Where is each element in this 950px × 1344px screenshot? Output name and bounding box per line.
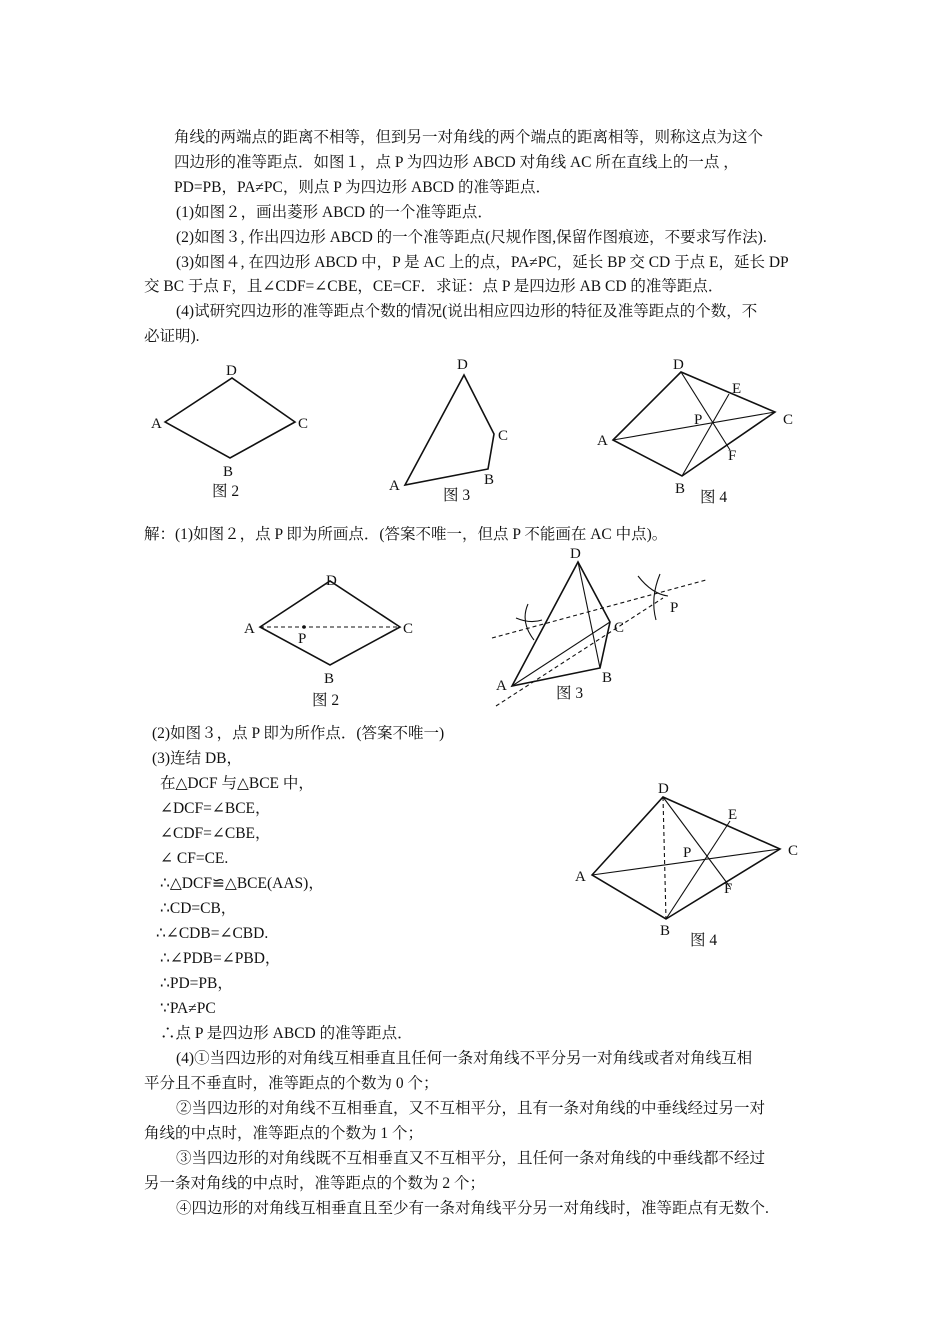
vertex-label-b: B — [484, 472, 495, 488]
construction-arc-left-2 — [516, 618, 542, 622]
question-3-line-2: 交 BC 于点 F，且∠CDF=∠CBE，CE=CF．求证：点 P 是四边形 AB CD 的准等距点． — [144, 278, 724, 295]
vertex-label-d: D — [673, 357, 684, 373]
part-4-line-4: 角线的中点时，准等距点的个数为 1 个； — [144, 1125, 424, 1142]
proof-line-9: ∴∠PDB=∠PBD， — [160, 950, 281, 967]
question-1: (1)如图２，画出菱形 ABCD 的一个准等距点． — [176, 204, 493, 221]
part-4-line-2: 平分且不垂直时，准等距点的个数为 0 个； — [144, 1075, 439, 1092]
vertex-label-c: C — [498, 428, 509, 444]
intro-line-3: PD=PB，PA≠PC，则点 P 为四边形 ABCD 的准等距点． — [174, 179, 551, 196]
proof-line-3: ∠DCF=∠BCE， — [160, 800, 271, 817]
vertex-label-a: A — [496, 678, 507, 694]
line-df — [663, 797, 730, 887]
vertex-label-b: B — [324, 671, 335, 687]
part-4-line-5: ③当四边形的对角线既不互相垂直又不互相平分，且任何一条对角线的中垂线都不经过 — [176, 1150, 766, 1167]
question-4-line-2: 必证明). — [144, 328, 200, 345]
solution-figure-2-rhombus — [238, 565, 428, 715]
solution-figure-4-quadrilateral — [570, 775, 810, 955]
rhombus-outline — [165, 378, 295, 458]
vertex-label-c: C — [298, 416, 309, 432]
proof-line-6: ∴△DCF≌△BCE(AAS)， — [160, 875, 324, 892]
figure-3-quadrilateral — [385, 352, 535, 512]
solution-figure-3-construction — [488, 540, 713, 710]
point-label-f: F — [724, 881, 733, 897]
proof-line-5: ∠ CF=CE. — [160, 850, 229, 867]
vertex-label-c: C — [614, 620, 625, 636]
part-4-line-1: (4)①当四边形的对角线互相垂直且任何一条对角线不平分另一对角线或者对角线互相 — [176, 1050, 753, 1067]
line-be — [682, 394, 729, 476]
solution-part-2: (2)如图３，点 P 即为所作点．(答案不唯一) — [152, 725, 445, 742]
intro-line-1: 角线的两端点的距离不相等，但到另一对角线的两个端点的距离相等，则称这点为这个 — [174, 129, 764, 146]
vertex-label-c: C — [403, 621, 414, 637]
line-be — [666, 821, 733, 919]
point-label-p: P — [694, 412, 703, 428]
vertex-label-d: D — [326, 573, 337, 589]
point-label-p: P — [670, 600, 679, 616]
vertex-label-a: A — [151, 416, 162, 432]
point-label-f: F — [728, 448, 737, 464]
proof-line-2: 在△DCF 与△BCE 中， — [160, 775, 314, 792]
vertex-label-c: C — [788, 843, 799, 859]
figure-caption: 图 2 — [212, 483, 240, 500]
vertex-label-b: B — [660, 923, 671, 939]
vertex-label-b: B — [602, 670, 613, 686]
question-4-line-1: (4)试研究四边形的准等距点个数的情况(说出相应四边形的特征及准等距点的个数，不 — [176, 303, 758, 320]
figure-caption: 图 4 — [690, 932, 718, 949]
part-4-line-3: ②当四边形的对角线不互相垂直，又不互相平分，且有一条对角线的中垂线经过另一对 — [176, 1100, 766, 1117]
point-label-e: E — [732, 381, 742, 397]
question-3-line-1: (3)如图４, 在四边形 ABCD 中，P 是 AC 上的点，PA≠PC，延长 BP 交 CD 于点 E，延长 DP — [176, 254, 789, 271]
rhombus-outline — [260, 581, 400, 665]
vertex-label-a: A — [597, 433, 608, 449]
solution-part-1: 解：(1)如图２，点 P 即为所画点．(答案不唯一，但点 P 不能画在 AC 中点)。 — [144, 526, 668, 543]
figure-caption: 图 4 — [700, 489, 728, 506]
vertex-label-c: C — [783, 412, 794, 428]
quadrilateral-outline — [405, 375, 494, 485]
figure-caption: 图 2 — [312, 692, 340, 709]
vertex-label-d: D — [457, 357, 468, 373]
figure-caption: 图 3 — [556, 685, 584, 702]
point-label-e: E — [728, 807, 738, 823]
part-4-line-6: 另一条对角线的中点时，准等距点的个数为 2 个； — [144, 1175, 486, 1192]
proof-line-12: ∴点 P 是四边形 ABCD 的准等距点． — [160, 1025, 413, 1042]
vertex-label-d: D — [658, 781, 669, 797]
vertex-label-d: D — [226, 363, 237, 379]
figure-caption: 图 3 — [443, 487, 471, 504]
part-4-line-7: ④四边形的对角线互相垂直且至少有一条对角线平分另一对角线时，准等距点有无数个. — [176, 1200, 769, 1217]
line-df — [681, 372, 730, 450]
segment-db-dashed — [663, 797, 666, 919]
vertex-label-a: A — [389, 478, 400, 494]
vertex-label-a: A — [575, 869, 586, 885]
proof-line-11: ∵PA≠PC — [160, 1000, 216, 1017]
point-label-p: P — [683, 845, 692, 861]
quadrilateral-outline — [512, 562, 613, 686]
vertex-label-b: B — [675, 481, 686, 497]
intro-line-2: 四边形的准等距点．如图１，点 P 为四边形 ABCD 对角线 AC 所在直线上的一点 ， — [174, 154, 739, 171]
vertex-label-b: B — [223, 464, 234, 480]
vertex-label-a: A — [244, 621, 255, 637]
proof-line-7: ∴CD=CB， — [160, 900, 237, 917]
question-2: (2)如图３, 作出四边形 ABCD 的一个准等距点(尺规作图,保留作图痕迹，不要求写作法). — [176, 229, 767, 246]
proof-line-8: ∴∠CDB=∠CBD. — [156, 925, 269, 942]
diagonal-bd — [578, 562, 600, 668]
figure-2-rhombus — [140, 360, 330, 510]
vertex-label-d: D — [570, 546, 581, 562]
construction-arc-right-1 — [638, 576, 668, 596]
construction-arc-right-2 — [654, 574, 660, 620]
point-label-p: P — [298, 631, 307, 647]
proof-line-1: (3)连结 DB， — [152, 750, 242, 767]
proof-line-4: ∠CDF=∠CBE， — [160, 825, 271, 842]
figure-4-quadrilateral — [595, 352, 815, 512]
proof-line-10: ∴PD=PB， — [160, 975, 233, 992]
point-p-dot — [302, 625, 306, 629]
